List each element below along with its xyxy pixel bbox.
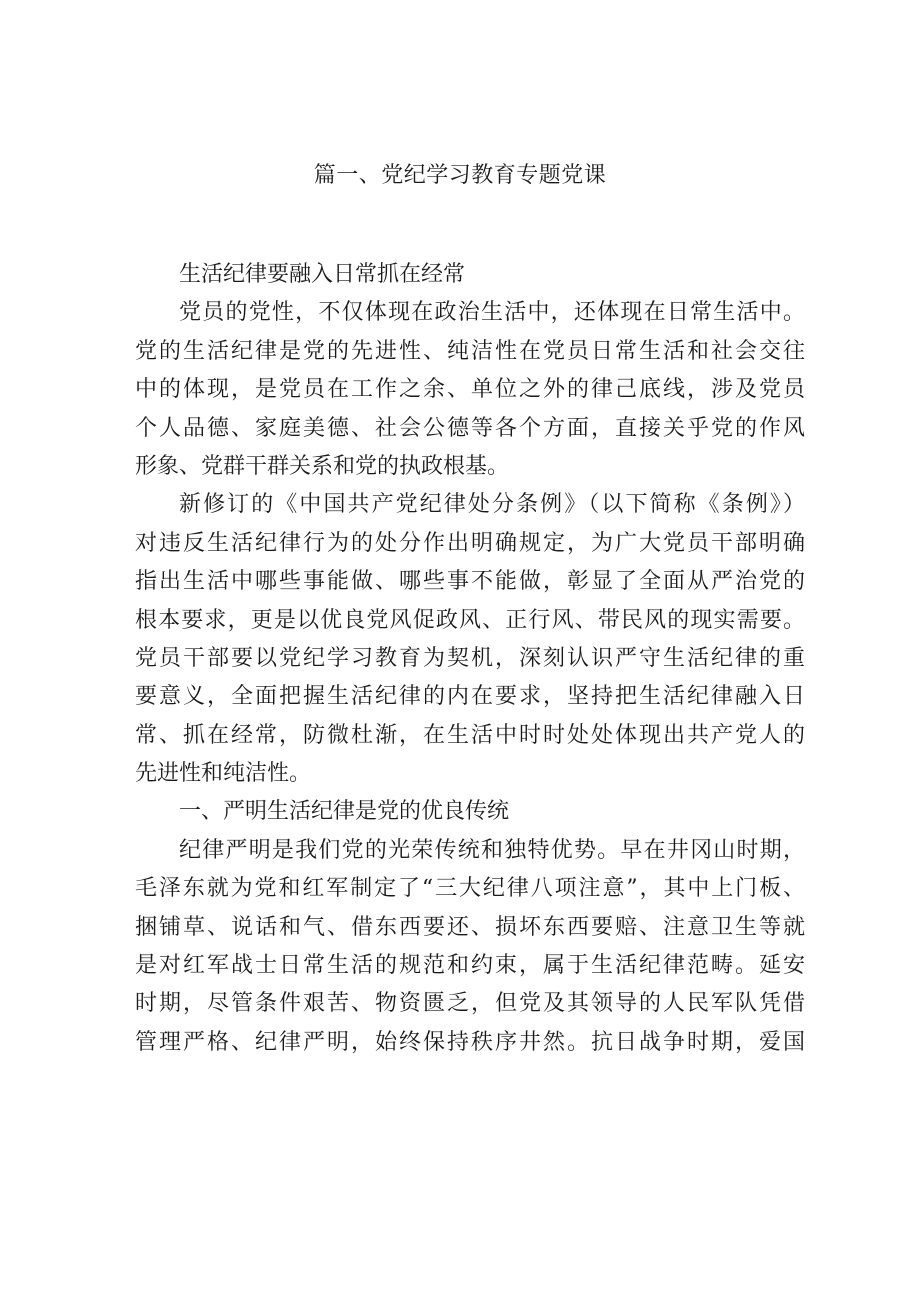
- text-line: 是对红军战士日常生活的规范和约束，属于生活纪律范畴。延安: [135, 953, 805, 979]
- text-line: 生活纪律要融入日常抓在经常: [179, 262, 466, 287]
- text-line: 中的体现，是党员在工作之余、单位之外的律己底线，涉及党员: [135, 377, 805, 403]
- text-line: 一、严明生活纪律是党的优良传统: [179, 799, 510, 825]
- text-line: 形象、党群干群关系和党的执政根基。: [135, 453, 510, 479]
- text-line: 常、抓在经常，防微杜渐，在生活中时时处处体现出共产党人的: [135, 722, 805, 748]
- text-line: 管理严格、纪律严明，始终保持秩序井然。抗日战争时期，爱国: [135, 1029, 805, 1055]
- text-line: 党员的党性，不仅体现在政治生活中，还体现在日常生活中。: [179, 300, 805, 326]
- document-title: 篇一、党纪学习教育专题党课: [313, 163, 607, 188]
- text-line: 时期，尽管条件艰苦、物资匮乏，但党及其领导的人民军队凭借: [135, 991, 805, 1017]
- text-line: 新修订的《中国共产党纪律处分条例》（以下简称《条例》）: [179, 492, 805, 518]
- text-line: 根本要求，更是以优良党风促政风、正行风、带民风的现实需要。: [135, 607, 805, 633]
- text-line: 先进性和纯洁性。: [135, 761, 312, 787]
- text-line: 纪律严明是我们党的光荣传统和独特优势。早在井冈山时期，: [179, 837, 805, 863]
- text-line: 对违反生活纪律行为的处分作出明确规定，为广大党员干部明确: [135, 530, 805, 556]
- text-line: 毛泽东就为党和红军制定了“三大纪律八项注意”，其中上门板、: [135, 876, 805, 902]
- text-line: 要意义，全面把握生活纪律的内在要求，坚持把生活纪律融入日: [135, 684, 805, 710]
- text-line: 指出生活中哪些事能做、哪些事不能做，彰显了全面从严治党的: [135, 569, 805, 595]
- text-line: 个人品德、家庭美德、社会公德等各个方面，直接关乎党的作风: [135, 415, 805, 441]
- document-body: [135, 256, 805, 1062]
- text-line: 党的生活纪律是党的先进性、纯洁性在党员日常生活和社会交往: [135, 338, 805, 364]
- text-line: 党员干部要以党纪学习教育为契机，深刻认识严守生活纪律的重: [135, 645, 805, 671]
- text-line: 捆铺草、说话和气、借东西要还、损坏东西要赔、注意卫生等就: [135, 914, 805, 940]
